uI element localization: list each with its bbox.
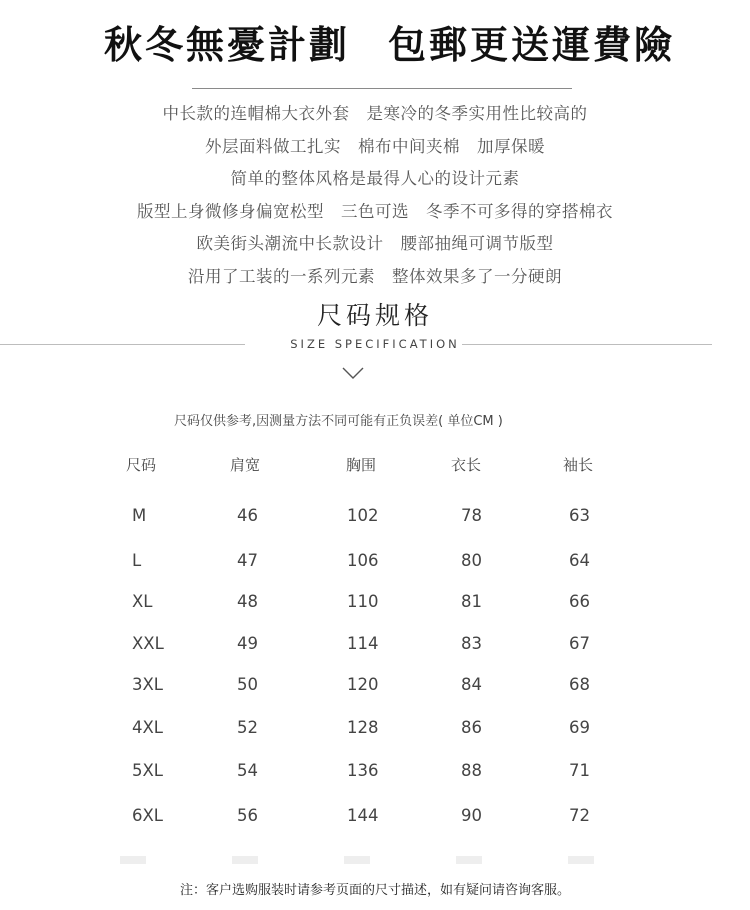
description-line: 欧美街头潮流中长款设计 腰部抽绳可调节版型 [196,234,554,254]
measurement-cell: 128 [347,718,379,737]
column-header: 尺码 [126,456,157,474]
description-line: 沿用了工装的一系列元素 整体效果多了一分硬朗 [188,266,562,286]
size-label: 5XL [132,761,163,780]
chevron-down-icon [341,366,365,380]
measurement-cell: 67 [569,634,590,653]
measurement-cell: 71 [569,761,590,780]
faded-row [120,856,600,864]
measurement-cell: 106 [347,551,379,570]
measurement-cell: 120 [347,675,379,694]
description-line: 中长款的连帽棉大衣外套 是寒冷的冬季实用性比较高的 [162,104,588,123]
divider [192,88,572,89]
column-header: 胸围 [346,456,377,474]
size-label: M [132,506,147,525]
measurement-cell: 78 [461,506,482,525]
column-header: 衣长 [451,456,482,474]
description-line: 简单的整体风格是最得人心的设计元素 [230,169,520,189]
description-line: 版型上身微修身偏宽松型 三色可选 冬季不可多得的穿搭棉衣 [137,201,613,221]
column-header: 肩宽 [230,456,261,474]
measurement-cell: 54 [237,761,258,780]
size-label: 3XL [132,675,163,694]
measurement-cell: 81 [461,592,482,611]
size-label: 4XL [132,718,163,737]
promo-banner [0,14,750,68]
measurement-cell: 102 [347,506,379,525]
measurement-cell: 114 [347,634,379,653]
measurement-cell: 47 [237,551,258,570]
measurement-cell: 69 [569,718,590,737]
size-label: XXL [132,634,164,653]
measurement-cell: 52 [237,718,258,737]
measurement-cell: 63 [569,506,590,525]
measurement-cell: 56 [237,806,258,825]
measurement-cell: 72 [569,806,590,825]
measurement-note: 尺码仅供参考,因测量方法不同可能有正负误差( 单位CM ) [174,414,503,429]
measurement-cell: 46 [237,506,258,525]
size-label: 6XL [132,806,163,825]
size-spec-title: 尺码规格 [316,301,433,330]
measurement-cell: 48 [237,592,258,611]
measurement-cell: 90 [461,806,482,825]
measurement-cell: 84 [461,675,482,694]
measurement-cell: 88 [461,761,482,780]
measurement-cell: 136 [347,761,379,780]
product-description [0,98,750,294]
description-line: 外层面料做工扎实 棉布中间夹棉 加厚保暖 [205,136,545,156]
size-spec-subtitle: SIZE SPECIFICATION [290,337,460,351]
measurement-cell: 68 [569,675,590,694]
measurement-cell: 49 [237,634,258,653]
footer-note: 注：客户选购服装时请参考页面的尺寸描述，如有疑问请咨询客服。 [179,883,570,898]
measurement-cell: 86 [461,718,482,737]
banner-right-text: 包郵更送運費險 [388,23,676,67]
measurement-cell: 110 [347,592,379,611]
measurement-cell: 83 [461,634,482,653]
column-header: 袖长 [563,456,594,474]
size-label: XL [132,592,153,611]
measurement-cell: 66 [569,592,590,611]
measurement-cell: 80 [461,551,482,570]
divider-right [462,344,712,345]
banner-left-text: 秋冬無憂計劃 [104,23,351,67]
measurement-cell: 64 [569,551,590,570]
measurement-cell: 144 [347,806,379,825]
measurement-cell: 50 [237,675,258,694]
size-label: L [132,551,142,570]
